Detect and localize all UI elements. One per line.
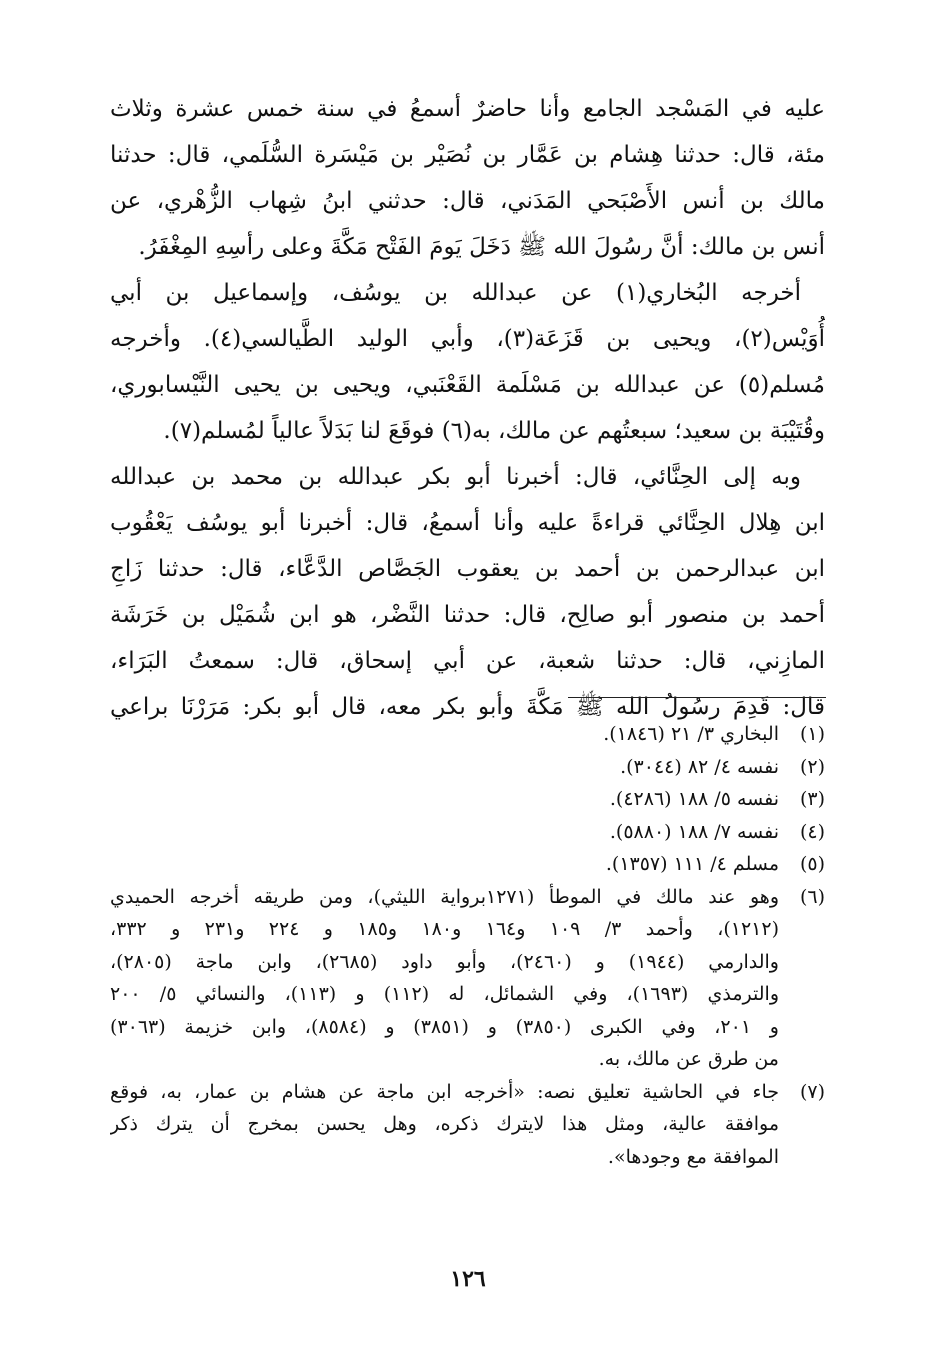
footnote-line: و ٢٠١، وفي الكبرى (٣٨٥٠) و (٣٨٥١) و (٨٥٨٤)، وابن خزيمة (٣٠٦٣) [110, 1015, 779, 1038]
footnote-line: موافقة عالية، ومثل هذا لايترك ذكره، وهل يحسن بمخرج أن يترك ذكر [110, 1113, 779, 1135]
footnote [110, 783, 825, 816]
footnote-text [110, 1076, 779, 1174]
footnote-line: والترمذي (١٦٩٣)، وفي الشمائل، له (١١٢) و (١١٣)، والنسائي ٥/ ٢٠٠ [110, 983, 779, 1005]
main-text [110, 86, 825, 730]
footnote-line: جاء في الحاشية تعليق نصه: «أخرجه ابن ماجة عن هشام بن عمار، به، فوقع [110, 1080, 779, 1103]
footnote [110, 816, 825, 849]
footnote-line: نفسه ٤/ ٨٢ (٣٠٤٤). [620, 755, 779, 778]
footnote-number: (٥) [799, 853, 825, 875]
footnote-text [110, 881, 779, 1076]
footnote-number: (٣) [799, 788, 825, 810]
footnote-line: البخاري ٣/ ٢١ (١٨٤٦). [603, 723, 779, 745]
footnote-line: والدارمي (١٩٤٤) و (٢٤٦٠)، وأبو داود (٢٦٨٥)، وابن ماجة (٢٨٠٥)، [110, 950, 779, 973]
footnote-line: الموافقة مع وجودها». [607, 1145, 779, 1168]
footnote-line: مسلم ٤/ ١١١ (١٣٥٧). [605, 853, 779, 875]
text-line: قال: قَدِمَ رسُولُ الله ﷺ مَكَّةَ وأبو بكر معه، قال أبو بكر: مَرَرْنَا براعي [110, 694, 825, 720]
footnote-text [110, 848, 779, 881]
footnote-line: نفسه ٥/ ١٨٨ (٤٢٨٦). [609, 788, 779, 810]
text-line: مئة، قال: حدثنا هِشام بن عَمَّار بن نُصَيْر بن مَيْسَرة السُّلَمي، قال: حدثنا [110, 142, 825, 168]
footnote-text [110, 783, 779, 816]
footnote [110, 1076, 825, 1174]
footnote-number: (٧) [799, 1080, 825, 1103]
text-line: وبه إلى الحِنَّائي، قال: أخبرنا أبو بكر عبدالله بن محمد بن عبدالله [110, 464, 801, 490]
footnote-line: (١٢١٢)، وأحمد ٣/ ١٠٩ و١٦٤ و١٨٠ و١٨٥ و ٢٢٤ و٢٣١ و ٣٣٢، [110, 918, 779, 940]
footnote-text [110, 751, 779, 784]
text-line: المازِني، قال: حدثنا شعبة، عن أبي إسحاق، قال: سمعتُ البَرَاء، [110, 648, 825, 674]
footnote-number: (٢) [799, 755, 825, 778]
footnote-number: (٦) [799, 885, 825, 908]
text-line: ابن هِلال الحِنَّائي قراءةً عليه وأنا أسمعُ، قال: أخبرنا أبو يوسُف يَعْقُوب [110, 510, 825, 536]
text-line: عليه في المَسْجد الجامع وأنا حاضرٌ أسمعُ في سنة خمس عشرة وثلاث [110, 96, 825, 122]
text-line: مُسلم(٥) عن عبدالله بن مَسْلَمة القَعْنَبي، ويحيى بن يحيى النَّيْسابوري، [110, 372, 825, 398]
footnote [110, 881, 825, 1076]
text-line: أحمد بن منصور أبو صالِح، قال: حدثنا النَّضْر، هو ابن شُمَيْل بن خَرَشَة [110, 602, 825, 628]
footnotes [110, 718, 825, 1173]
text-line: وقُتَيْبَة بن سعيد؛ سبعتُهم عن مالك، به(٦) فوقَعَ لنا بَدَلاً عالياً لمُسلم(٧). [163, 418, 825, 444]
footnote [110, 751, 825, 784]
text-line: أنس بن مالك: أنَّ رسُولَ الله ﷺ دَخَلَ يَومَ الفَتْح مَكَّةَ وعلى رأسِهِ المِغْفَرُ. [138, 234, 825, 260]
text-line: أُوَيْس(٢)، ويحيى بن قَزَعَة(٣)، وأبي الوليد الطَّيالسي(٤). وأخرجه [110, 326, 825, 352]
text-line: مالك بن أنس الأَصْبَحي المَدَني، قال: حدثني ابنُ شِهاب الزُّهْري، عن [110, 188, 825, 214]
footnote [110, 718, 825, 751]
footnote-separator [568, 697, 826, 698]
footnote-line: من طرق عن مالك، به. [598, 1048, 779, 1070]
footnote-number: (٤) [799, 820, 825, 843]
footnote-number: (١) [799, 723, 825, 745]
footnote-text [110, 718, 779, 751]
footnote-line: وهو عند مالك في الموطأ (١٢٧١برواية الليثي)، ومن طريقه أخرجه الحميدي [110, 885, 779, 908]
text-line: ابن عبدالرحمن بن أحمد بن يعقوب الجَصَّاص الدَّعَّاء، قال: حدثنا زَاجِ [110, 556, 825, 582]
footnote-line: نفسه ٧/ ١٨٨ (٥٨٨٠). [609, 820, 779, 843]
footnote [110, 848, 825, 881]
page-number: ١٢٦ [450, 1266, 486, 1292]
text-line: أخرجه البُخاري(١) عن عبدالله بن يوسُف، وإسماعيل بن أبي [110, 280, 801, 306]
footnote-text [110, 816, 779, 849]
